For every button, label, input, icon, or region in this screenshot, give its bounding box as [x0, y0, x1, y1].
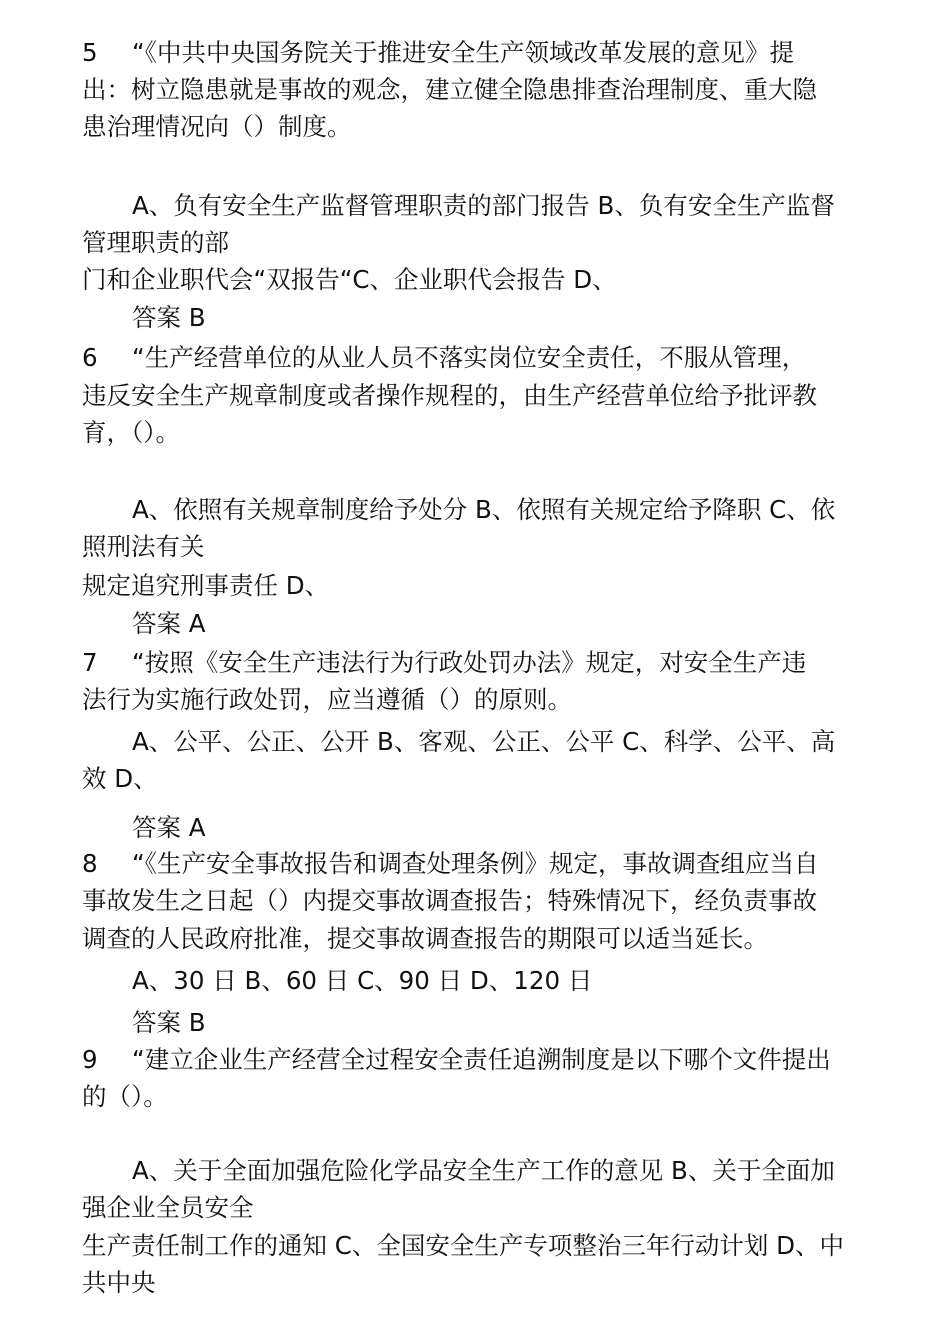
question-5-options-line-2: 管理职责的部 — [82, 228, 229, 257]
question-8-answer: 答案 B — [132, 1008, 206, 1037]
question-6-line-3: 育，（）。 — [82, 418, 180, 447]
question-9-options-line-3: 生产责任制工作的通知 C、全国安全生产专项整治三年行动计划 D、中 — [82, 1231, 845, 1260]
question-number: 9 — [82, 1045, 98, 1074]
question-5-answer: 答案 B — [132, 303, 206, 332]
question-6-line-2: 违反安全生产规章制度或者操作规程的，由生产经营单位给予批评教 — [82, 381, 817, 410]
question-number: 7 — [82, 648, 98, 677]
question-8-line-1 — [82, 849, 882, 879]
question-6-options-line-1: A、依照有关规章制度给予处分 B、依照有关规定给予降职 C、依 — [132, 495, 836, 524]
question-number: 8 — [82, 849, 98, 878]
question-9-line-2: 的（）。 — [82, 1082, 168, 1111]
question-6-options-line-3: 规定追究刑事责任 D、 — [82, 571, 330, 600]
question-text: “建立企业生产经营全过程安全责任追溯制度是以下哪个文件提出 — [132, 1045, 831, 1074]
question-6-options-line-2: 照刑法有关 — [82, 532, 205, 561]
question-9-line-1 — [82, 1045, 882, 1075]
question-8-options-line-1: A、30 日 B、60 日 C、90 日 D、120 日 — [132, 966, 593, 995]
question-number: 5 — [82, 38, 98, 67]
question-8-line-2: 事故发生之日起（）内提交事故调查报告；特殊情况下，经负责事故 — [82, 886, 817, 915]
question-5-line-3: 患治理情况向（）制度。 — [82, 112, 352, 141]
question-5-options-line-1: A、负有安全生产监督管理职责的部门报告 B、负有安全生产监督 — [132, 191, 835, 220]
question-text: “生产经营单位的从业人员不落实岗位安全责任，不服从管理， — [132, 343, 807, 372]
question-7-options-line-1: A、公平、公正、公开 B、客观、公正、公平 C、科学、公平、高 — [132, 727, 836, 756]
question-5-line-1 — [82, 38, 882, 68]
question-5-line-2: 出：树立隐患就是事故的观念，建立健全隐患排查治理制度、重大隐 — [82, 75, 817, 104]
question-7-options-line-2: 效 D、 — [82, 764, 158, 793]
question-6-line-1 — [82, 343, 882, 373]
question-5-options-line-3: 门和企业职代会“双报告“C、企业职代会报告 D、 — [82, 265, 617, 294]
question-7-line-2: 法行为实施行政处罚，应当遵循（）的原则。 — [82, 685, 572, 714]
question-9-options-line-4: 共中央 — [82, 1268, 156, 1297]
question-text: “《生产安全事故报告和调查处理条例》规定，事故调查组应当自 — [132, 849, 819, 878]
question-9-options-line-1: A、关于全面加强危险化学品安全生产工作的意见 B、关于全面加 — [132, 1156, 835, 1185]
question-text: “按照《安全生产违法行为行政处罚办法》规定，对安全生产违 — [132, 648, 807, 677]
question-9-options-line-2: 强企业全员安全 — [82, 1193, 254, 1222]
question-7-line-1 — [82, 648, 882, 678]
question-8-line-3: 调查的人民政府批准，提交事故调查报告的期限可以适当延长。 — [82, 924, 768, 953]
question-7-answer: 答案 A — [132, 813, 206, 842]
question-6-answer: 答案 A — [132, 609, 206, 638]
question-number: 6 — [82, 343, 98, 372]
question-text: “《中共中央国务院关于推进安全生产领域改革发展的意见》提 — [132, 38, 794, 67]
